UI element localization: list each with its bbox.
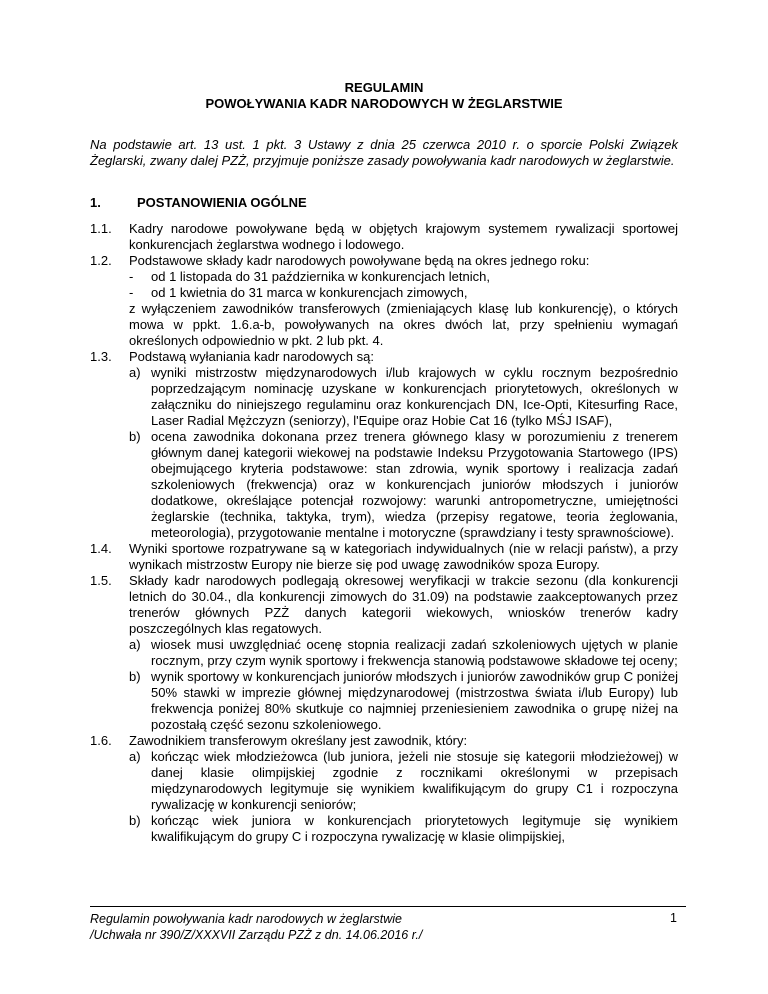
dash-item: - od 1 listopada do 31 października w konkurencjach letnich, (129, 269, 490, 284)
section-number: 1. (90, 195, 101, 210)
list-item: 1.5. Składy kadr narodowych podlegają okresowej weryfikacji w trakcie sezonu (dla konkurencji letnich do 30.04., dla konkurencji zimowych do 31.09) na podstawie zaakceptowanych przez trenerów głównych PZŻ danych kategorii wiekowych, wniosków trenerów kadry poszczególnych klas regatowych. a) wiosek musi uwzględniać ocenę stopnia realizacji zadań szkoleniowych ujętych w planie rocznym, przy czym wynik sportowy i frekwencja stanowią podstawowe składowe tej oceny; b) wynik sportowy w konkurencjach juniorów młodszych i juniorów zawodników grup C poniżej 50% stawki w imprezie głównej międzynarodowej (mistrzostwa świata i/lub Europy) lub frekwencja poniżej 80% skutkuje co najmniej przeniesieniem zawodnika o grupę niżej na pozostałą część sezonu szkoleniowego. (90, 573, 678, 732)
document-title (90, 80, 678, 112)
title-line-1: REGULAMIN (344, 80, 424, 95)
section-title: POSTANOWIENIA OGÓLNE (137, 195, 307, 210)
list-item: 1.4. Wyniki sportowe rozpatrywane są w kategoriach indywidualnych (nie w relacji państw), a przy wynikach mistrzostw Europy nie bierze się pod uwagę zawodników spoza Europy. (90, 541, 678, 572)
document-page (90, 80, 678, 845)
sub-item: b) ocena zawodnika dokonana przez trenera głównego klasy w porozumieniu z trenerem głównym danej kategorii wiekowej na podstawie Indeksu Przygotowania Startowego (IPS) obejmującego kryteria podstawowe: stan zdrowia, wynik sportowy i realizacja zadań szkoleniowych (frekwencja) oraz w konkurencjach juniorów młodszych i juniorów dodatkowe, określające potencjał rozwojowy: warunki antropometryczne, umiejętności żeglarskie (technika, taktyka, trym), wiedza (przepisy regatowe, teoria żeglowania, meteorologia), przygotowanie mentalne i motoryczne (sprawdziany i testy sprawnościowe). (129, 429, 678, 540)
rules-list (90, 221, 678, 845)
sub-item: b) wynik sportowy w konkurencjach juniorów młodszych i juniorów zawodników grup C poniżej 50% stawki w imprezie głównej międzynarodowej (mistrzostwa świata i/lub Europy) lub frekwencja poniżej 80% skutkuje co najmniej przeniesieniem zawodnika o grupę niżej na pozostałą część sezonu szkoleniowego. (129, 669, 678, 732)
list-item: 1.6. Zawodnikiem transferowym określany jest zawodnik, który: a) kończąc wiek młodzieżowca (lub juniora, jeżeli nie stosuje się kategorii młodzieżowej) w danej klasie olimpijskiej zgodnie z rocznikami określonymi w przepisach międzynarodowych legitymuje się wynikiem kwalifikującym do grupy C1 i rozpoczyna rywalizację w konkurencji seniorów; b) kończąc wiek juniora w konkurencjach priorytetowych legitymuje się wynikiem kwalifikującym do grupy C i rozpoczyna rywalizację w klasie olimpijskiej, (90, 733, 678, 844)
list-item: 1.2. Podstawowe składy kadr narodowych powoływane będą na okres jednego roku: - od 1 listopada do 31 października w konkurencjach letnich, - od 1 kwietnia do 31 marca w konkurencjach zimowych, z wyłączeniem zawodników transferowych (zmieniających klasę lub konkurencję), o których mowa w ppkt. 1.6.a-b, powoływanych na okres dwóch lat, przy spełnieniu wymagań określonych odpowiednio w pkt. 2 lub pkt. 4. (90, 253, 678, 348)
page-number: 1 (670, 911, 677, 925)
list-item: 1.1. Kadry narodowe powoływane będą w objętych krajowym systemem rywalizacji sportowej konkurencjach żeglarstwa wodnego i lodowego. (90, 221, 678, 252)
dash-item: - od 1 kwietnia do 31 marca w konkurencjach zimowych, (129, 285, 468, 300)
footer-line-1: Regulamin powoływania kadr narodowych w żeglarstwie (90, 912, 402, 926)
title-line-2: POWOŁYWANIA KADR NARODOWYCH W ŻEGLARSTWIE (205, 96, 563, 111)
sub-item: a) kończąc wiek młodzieżowca (lub juniora, jeżeli nie stosuje się kategorii młodzieżowej) w danej klasie olimpijskiej zgodnie z rocznikami określonymi w przepisach międzynarodowych legitymuje się wynikiem kwalifikującym do grupy C1 i rozpoczyna rywalizację w konkurencji seniorów; (129, 749, 678, 812)
footer-line-2: /Uchwała nr 390/Z/XXXVII Zarządu PZŻ z dn. 14.06.2016 r./ (90, 928, 423, 942)
page-footer (90, 911, 678, 943)
sub-item: a) wyniki mistrzostw międzynarodowych i/lub krajowych w cyklu rocznym bezpośrednio poprzedzającym nominację uzyskane w konkurencjach priorytetowych, określonych w załączniku do niniejszego regulaminu oraz konkurencjach DN, Ice-Opti, Kitesurfing Race, Laser Radial Mężczyzn (seniorzy), l'Equipe oraz Hobie Cat 16 (tylko MŚJ ISAF), (129, 365, 678, 428)
sub-item: a) wiosek musi uwzględniać ocenę stopnia realizacji zadań szkoleniowych ujętych w planie rocznym, przy czym wynik sportowy i frekwencja stanowią podstawowe składowe tej oceny; (129, 637, 678, 668)
intro-paragraph: Na podstawie art. 13 ust. 1 pkt. 3 Ustawy z dnia 25 czerwca 2010 r. o sporcie Polski Związek Żeglarski, zwany dalej PZŻ, przyjmuje poniższe zasady powoływania kadr narodowych w żeglarstwie. (90, 137, 678, 168)
section-heading (90, 195, 678, 211)
sub-item: b) kończąc wiek juniora w konkurencjach priorytetowych legitymuje się wynikiem kwalifikującym do grupy C i rozpoczyna rywalizację w klasie olimpijskiej, (129, 813, 678, 844)
list-item: 1.3. Podstawą wyłaniania kadr narodowych są: a) wyniki mistrzostw międzynarodowych i/lub krajowych w cyklu rocznym bezpośrednio poprzedzającym nominację uzyskane w konkurencjach priorytetowych, określonych w załączniku do niniejszego regulaminu oraz konkurencjach DN, Ice-Opti, Kitesurfing Race, Laser Radial Mężczyzn (seniorzy), l'Equipe oraz Hobie Cat 16 (tylko MŚJ ISAF), b) ocena zawodnika dokonana przez trenera głównego klasy w porozumieniu z trenerem głównym danej kategorii wiekowej na podstawie Indeksu Przygotowania Startowego (IPS) obejmującego kryteria podstawowe: stan zdrowia, wynik sportowy i realizacja zadań szkoleniowych (frekwencja) oraz w konkurencjach juniorów młodszych i juniorów dodatkowe, określające potencjał rozwojowy: warunki antropometryczne, umiejętności żeglarskie (technika, taktyka, trym), wiedza (przepisy regatowe, teoria żeglowania, meteorologia), przygotowanie mentalne i motoryczne (sprawdziany i testy sprawnościowe). (90, 349, 678, 540)
footer-divider (90, 906, 686, 907)
